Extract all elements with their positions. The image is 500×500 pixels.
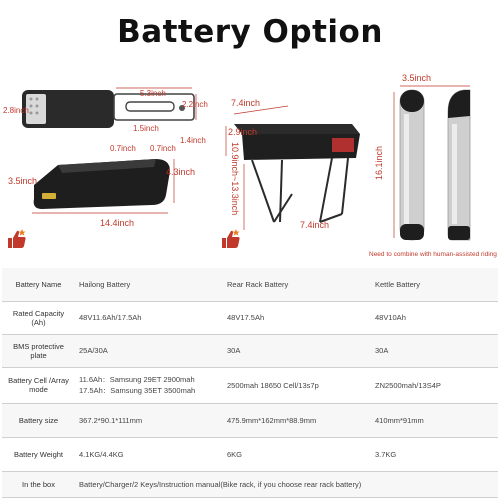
dim-rack-height: 2.9inch	[228, 127, 258, 137]
row-label: Battery size	[2, 403, 75, 437]
table-cell: 4.1KG/4.4KG	[75, 437, 223, 471]
dim-rack-length: 10.9inch~13.3inch	[230, 142, 240, 216]
table-cell: 410mm*91mm	[371, 403, 498, 437]
table-row	[2, 403, 498, 437]
table-row	[2, 471, 498, 497]
dim-slot2: 1.4inch	[180, 136, 206, 145]
table-cell: Kettle Battery	[371, 268, 498, 301]
table-cell: ZN2500mah/13S4P	[371, 367, 498, 403]
table-cell: 2500mah 18650 Cell/13s7p	[223, 367, 371, 403]
dim-hailong-width: 3.5inch	[8, 176, 38, 186]
row-label: Battery Weight	[2, 437, 75, 471]
table-cell: 48V11.6Ah/17.5Ah	[75, 301, 223, 334]
spec-table	[2, 268, 498, 498]
row-label: BMS protective plate	[2, 334, 75, 367]
dim-top-height: 2.2inch	[182, 100, 208, 109]
table-row	[2, 268, 498, 301]
row-label: Battery Cell /Array mode	[2, 367, 75, 403]
page-title: Battery Option	[117, 14, 383, 50]
dim-top-width: 2.8inch	[3, 106, 29, 115]
cell-line: 17.5Ah：Samsung 35ET 3500mah	[79, 386, 196, 395]
table-cell: Battery/Charger/2 Keys/Instruction manual(Bike rack, if you choose rear rack battery)	[75, 471, 498, 497]
rear-rack-battery-image	[222, 104, 372, 234]
table-cell: 30A	[223, 334, 371, 367]
table-cell: 6KG	[223, 437, 371, 471]
kettle-battery-image	[392, 84, 482, 244]
table-row	[2, 301, 498, 334]
dim-kettle-length: 16.1inch	[374, 145, 384, 180]
table-cell: 48V17.5Ah	[223, 301, 371, 334]
table-cell	[75, 367, 223, 403]
cell-line: 11.6Ah：Samsung 29ET 2900mah	[79, 375, 195, 384]
dim-rack-width-2: 7.4inch	[300, 220, 330, 230]
dim-top-length: 5.3inch	[140, 89, 166, 98]
dim-hailong-height: 4.3inch	[166, 167, 196, 177]
dim-gap2: 0.7inch	[150, 144, 176, 153]
dim-slot: 1.5inch	[133, 124, 159, 133]
table-cell: 25A/30A	[75, 334, 223, 367]
dim-rack-width: 7.4inch	[231, 98, 261, 108]
row-label: Battery Name	[2, 268, 75, 301]
table-cell: 30A	[371, 334, 498, 367]
table-cell: 367.2*90.1*111mm	[75, 403, 223, 437]
dim-gap1: 0.7inch	[110, 144, 136, 153]
table-row	[2, 367, 498, 403]
hailong-battery-image	[28, 155, 178, 215]
table-cell: 475.9mm*162mm*88.9mm	[223, 403, 371, 437]
table-cell: 3.7KG	[371, 437, 498, 471]
table-cell: Rear Rack Battery	[223, 268, 371, 301]
table-cell: Hailong Battery	[75, 268, 223, 301]
dim-kettle-width: 3.5inch	[402, 73, 432, 83]
table-row	[2, 437, 498, 471]
assist-note: Need to combine with human-assisted riding	[369, 251, 497, 258]
table-row	[2, 334, 498, 367]
row-label: In the box	[2, 471, 75, 497]
dim-hailong-length: 14.4inch	[100, 218, 135, 228]
table-cell: 48V10Ah	[371, 301, 498, 334]
thumbs-up-icon	[6, 228, 28, 250]
row-label: Rated Capacity (Ah)	[2, 301, 75, 334]
